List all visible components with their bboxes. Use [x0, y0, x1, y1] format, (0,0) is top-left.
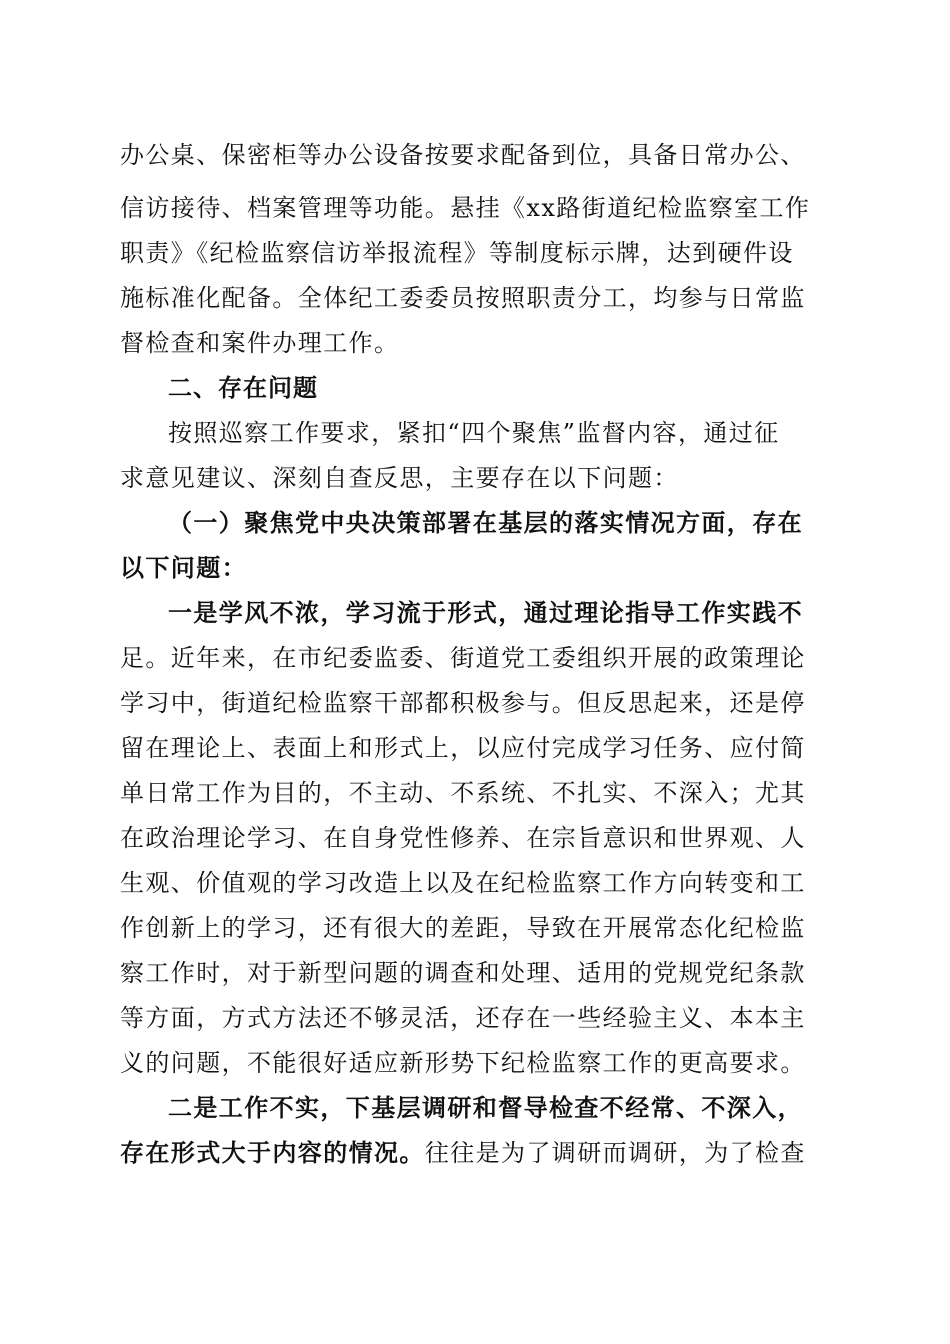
- point1-line-2: 学习中，街道纪检监察干部都积极参与。但反思起来，还是停: [120, 689, 806, 717]
- point1-line-10: 义的问题，不能很好适应新形势下纪检监察工作的更高要求。: [120, 1049, 806, 1077]
- para2-line-1: 按照巡察工作要求，紧扣“四个聚焦”监督内容，通过征: [168, 419, 780, 447]
- point1-lead: 一是学风不浓，学习流于形式，通过理论指导工作实践不: [168, 598, 803, 627]
- point2-line-2: [120, 1138, 830, 1168]
- para1-line-3: 职责》《纪检监察信访举报流程》等制度标示牌，达到硬件设: [120, 239, 794, 267]
- point1-line-3: 留在理论上、表面上和形式上，以应付完成学习任务、应付简: [120, 734, 806, 762]
- para2-line-2: 求意见建议、深刻自查反思，主要存在以下问题：: [120, 464, 679, 492]
- subheading-line-1: （一）聚焦党中央决策部署在基层的落实情况方面，存在: [168, 508, 803, 537]
- point2-lead: 二是工作不实，下基层调研和督导检查不经常、不深入，: [168, 1093, 803, 1122]
- point1-line-6: 生观、价值观的学习改造上以及在纪检监察工作方向转变和工: [120, 869, 806, 897]
- para1-line-5: 督检查和案件办理工作。: [120, 329, 400, 357]
- subheading-line-2: 以下问题：: [120, 553, 247, 582]
- point1-line-7: 作创新上的学习，还有很大的差距，导致在开展常态化纪检监: [120, 914, 806, 942]
- point2-lead-rest: 往往是为了调研而调研，为了检查: [424, 1139, 806, 1167]
- para1-line-4: 施标准化配备。全体纪工委委员按照职责分工，均参与日常监: [120, 284, 806, 312]
- para1-line-1: 办公桌、保密柜等办公设备按要求配备到位，具备日常办公、: [120, 141, 806, 169]
- point1-line-4: 单日常工作为目的，不主动、不系统、不扎实、不深入；尤其: [120, 779, 806, 807]
- point2-lead-bold: 存在形式大于内容的情况。: [120, 1138, 425, 1167]
- point1-line-1: 足。近年来，在市纪委监委、街道党工委组织开展的政策理论: [120, 644, 806, 672]
- section-heading: 二、存在问题: [168, 374, 318, 402]
- point1-line-8: 察工作时，对于新型问题的调查和处理、适用的党规党纪条款: [120, 959, 806, 987]
- point1-line-5: 在政治理论学习、在自身党性修养、在宗旨意识和世界观、人: [120, 824, 806, 852]
- para1-line-2: 信访接待、档案管理等功能。悬挂《xx路街道纪检监察室工作: [120, 194, 811, 222]
- point1-line-9: 等方面，方式方法还不够灵活，还存在一些经验主义、本本主: [120, 1004, 806, 1032]
